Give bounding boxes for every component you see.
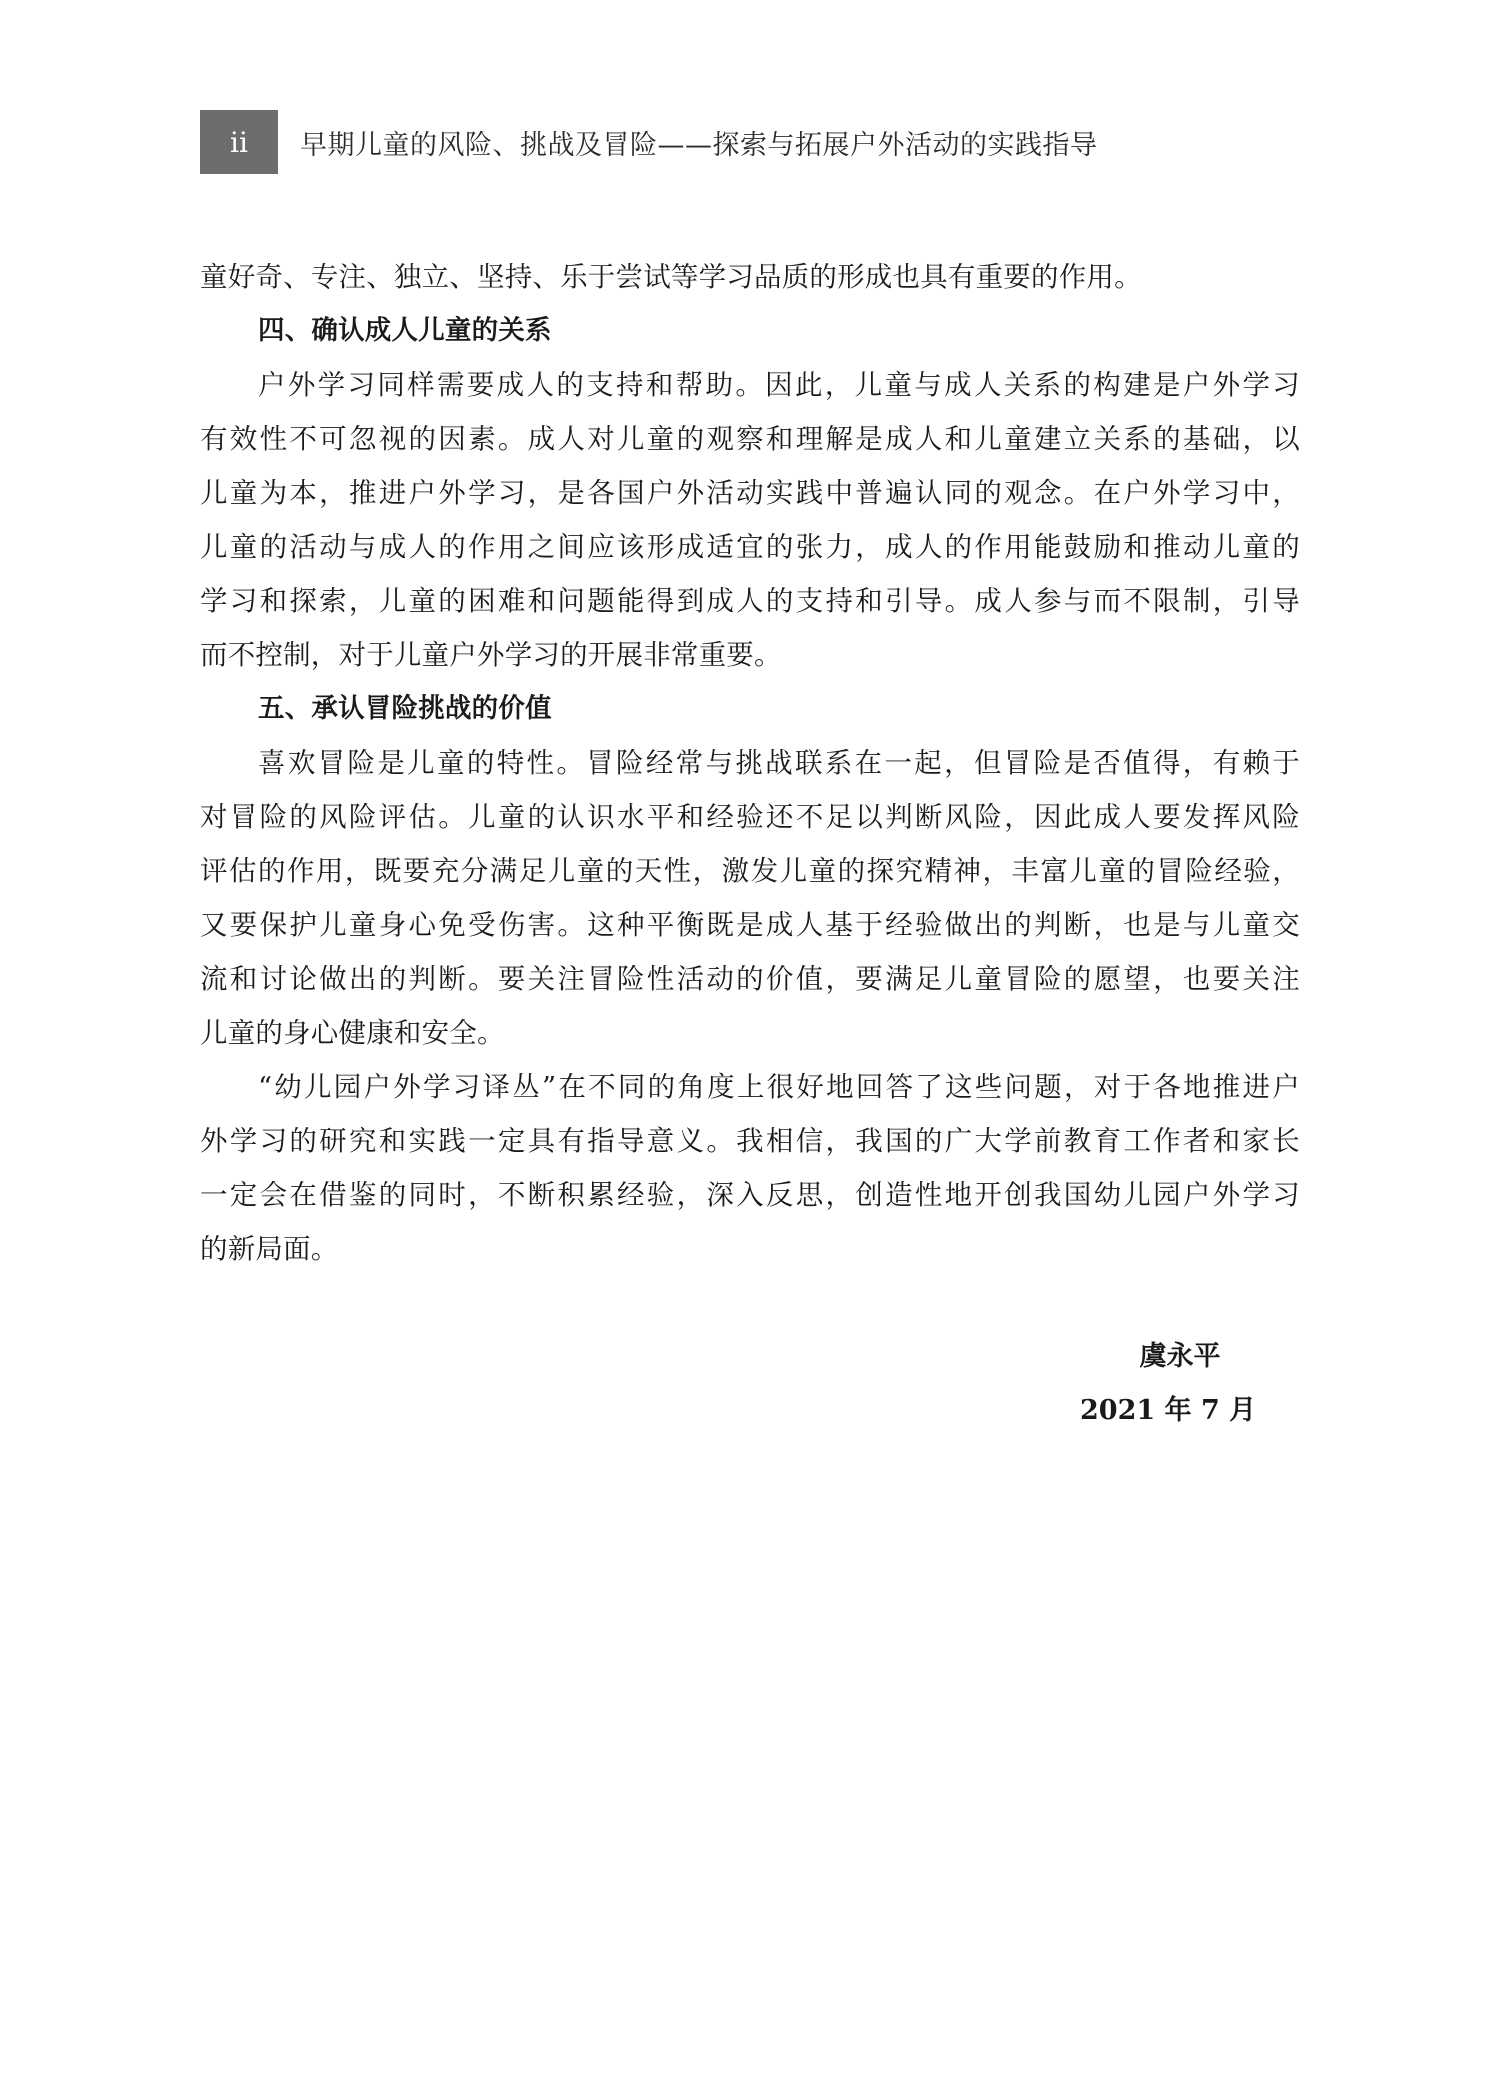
- running-title: 早期儿童的风险、挑战及冒险——探索与拓展户外活动的实践指导: [300, 129, 1098, 161]
- paragraph-line: 流和讨论做出的判断。要关注冒险性活动的价值，要满足儿童冒险的愿望，也要关注: [200, 963, 1300, 995]
- author-name: 虞永平: [1139, 1341, 1221, 1372]
- section-heading: 四、确认成人儿童的关系: [258, 315, 552, 346]
- paragraph-line: 外学习的研究和实践一定具有指导意义。我相信，我国的广大学前教育工作者和家长: [200, 1125, 1300, 1157]
- page-header: [200, 110, 1098, 174]
- signature-date: 2021 年 7 月: [1080, 1395, 1257, 1426]
- paragraph-line: 有效性不可忽视的因素。成人对儿童的观察和理解是成人和儿童建立关系的基础，以: [200, 423, 1300, 455]
- paragraph-line: 户外学习同样需要成人的支持和帮助。因此，儿童与成人关系的构建是户外学习: [258, 369, 1300, 401]
- paragraph-line: 喜欢冒险是儿童的特性。冒险经常与挑战联系在一起，但冒险是否值得，有赖于: [258, 747, 1300, 779]
- paragraph-line: 童好奇、专注、独立、坚持、乐于尝试等学习品质的形成也具有重要的作用。: [200, 261, 1142, 293]
- paragraph-line: 儿童的活动与成人的作用之间应该形成适宜的张力，成人的作用能鼓励和推动儿童的: [200, 531, 1300, 563]
- page-number: ii: [200, 110, 278, 174]
- paragraph-line: 一定会在借鉴的同时，不断积累经验，深入反思，创造性地开创我国幼儿园户外学习: [200, 1179, 1300, 1211]
- body-text: [200, 250, 1300, 1276]
- paragraph-line: 对冒险的风险评估。儿童的认识水平和经验还不足以判断风险，因此成人要发挥风险: [200, 801, 1300, 833]
- paragraph-line: 儿童的身心健康和安全。: [200, 1017, 505, 1049]
- paragraph-line: “幼儿园户外学习译丛”在不同的角度上很好地回答了这些问题，对于各地推进户: [258, 1071, 1300, 1103]
- paragraph-line: 的新局面。: [200, 1233, 339, 1265]
- paragraph-line: 评估的作用，既要充分满足儿童的天性，激发儿童的探究精神，丰富儿童的冒险经验，: [200, 855, 1300, 887]
- paragraph-line: 儿童为本，推进户外学习，是各国户外活动实践中普遍认同的观念。在户外学习中，: [200, 477, 1300, 509]
- paragraph-line: 学习和探索，儿童的困难和问题能得到成人的支持和引导。成人参与而不限制，引导: [200, 585, 1300, 617]
- paragraph-line: 而不控制，对于儿童户外学习的开展非常重要。: [200, 639, 782, 671]
- section-heading: 五、承认冒险挑战的价值: [258, 693, 552, 724]
- paragraph-line: 又要保护儿童身心免受伤害。这种平衡既是成人基于经验做出的判断，也是与儿童交: [200, 909, 1300, 941]
- signature-block: [1080, 1330, 1280, 1438]
